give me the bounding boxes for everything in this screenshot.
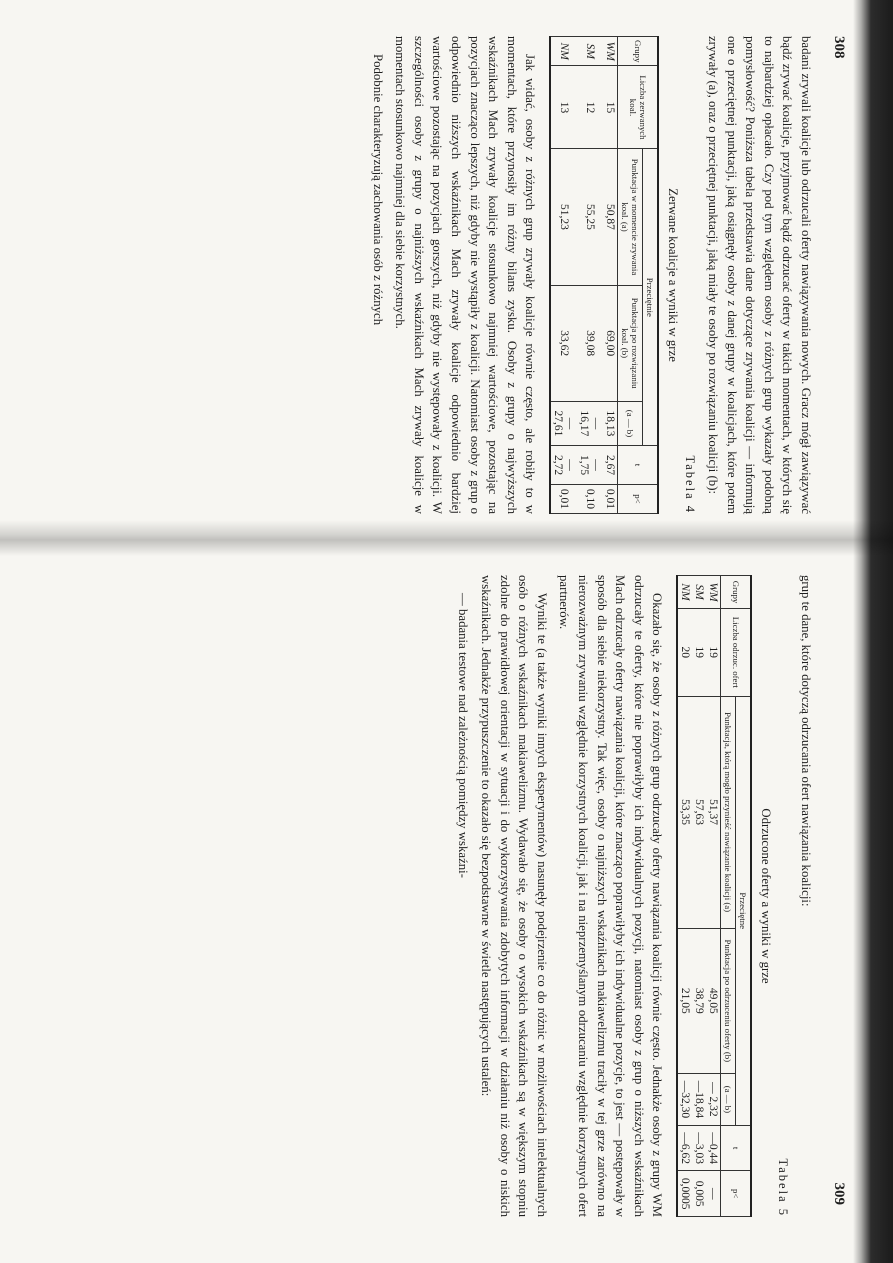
table-cell: 0,01: [603, 484, 618, 513]
table-cell: 0,01: [550, 484, 577, 513]
table-cell: —2,72: [550, 446, 577, 485]
column-header: t: [618, 446, 659, 485]
table-cell: SM: [577, 37, 603, 66]
column-group-header: Przeciętne: [736, 696, 752, 1125]
paragraph-intro: grup te dane, które dotyczą odrzucania ofert nawiązania koalicji:: [799, 575, 813, 907]
table-cell: —1,75: [577, 446, 603, 485]
table-cell: 53,35: [677, 696, 692, 928]
column-header: Liczba zerwanych koal.: [618, 66, 659, 149]
paragraph: Wyniki te (a także wyniki innych eksperymentów) nasunęły podejrzenie co do różnic w możliwościach intelektualnych osób o różnych wskaźnikach makiawelizmu. Wydawało się, że osoby o wysokich wskaźnikach są w większym stopniu zdolne do prawidłowej orientacji w sytuacji i do wykorzystywania zdobytych informacji w działaniu niż osoby o niskich wskaźnikach. Jednakże przypuszczenie to okazało się bezpodstawne w świetle następujących ustaleń:: [479, 575, 549, 1217]
paragraph: Jak widać, osoby z różnych grup zrywały koalicje równie często, ale robiły to w momentach, które przynosiły im różny bilans zysku. Osoby z grupy o najwyższych wskaźnikach Mach zrywały koalicje stosunkowo najmniej wartościowe, pozostając na pozycjach znacząco lepszych, niż gdyby nie wystąpiły z koalicji. Natomiast osoby z grup o odpowiednio niższych wskaźnikach Mach zrywały koalicje odpowiednio bardziej wartościowe pozostając na pozycjach gorszych, niż gdyby nie występowały z koalicji. W szczególności osoby z grupy o najniższych wskaźnikach Mach zrywały koalicje w momentach stosunkowo najmniej dla siebie korzystnych.: [393, 36, 538, 514]
table-cell: 21,05: [677, 928, 692, 1073]
table-label: Tabela 4: [683, 455, 698, 514]
table-cell: 20: [677, 609, 692, 697]
table-cell: 19: [692, 609, 706, 697]
table-cell: —27,61: [550, 401, 577, 445]
paragraph-continued: Podobnie charakteryzują zachowania osób z różnych: [370, 54, 385, 326]
page-body: [364, 36, 815, 514]
table-row: [603, 37, 618, 514]
page-309: [47, 575, 847, 1217]
paragraph: Okazało się, że osoby z różnych grup odrzucały oferty nawiązania koalicji równie często. Jednakże osoby z grupy WM odrzucały te oferty, które nie poprawiłyby ich indywidualnych pozycji, natomiast osoby z grup o niższych wskaźnikach Mach odrzucały oferty nawiązania koalicji, które znacząco poprawiłyby ich indywidualne pozycje, to jest — postępowały w sposób dla siebie niekorzystny. Tak więc, osoby o najniższych wskaźnikach makiawelizmu traciły w tej grze zarówno na nierozważnym zrywaniu względnie korzystnych koalicji, jak i na nieprzemyślanym odrzucaniu względnie korzystnych ofert partnerów.: [557, 575, 665, 1217]
table-cell: NM: [677, 576, 692, 609]
table-cell: —: [706, 1171, 721, 1217]
table-label: Tabela 5: [776, 1158, 791, 1217]
column-header: Liczba odrzuc. ofert: [721, 609, 752, 697]
table-cell: 15: [603, 66, 618, 149]
page-number: 308: [831, 36, 847, 59]
table-cell: 13: [550, 66, 577, 149]
table-cell: 49,05: [706, 928, 721, 1073]
table-cell: 38,79: [692, 928, 706, 1073]
paragraph-intro: badani zrywali koalicje lub odrzucali oferty nawiązywania nowych. Gracz mógł zawiązywać bądź zrywać koalicje, przyjmować bądź odrzucać oferty w takich momentach, w których się to najbardziej opłacało. Czy pod tym względem osoby z różnych grup wykazały podobną pomysłowość? Poniższa tabela przedstawia dane dotyczące zrywania koalicji — informują one o przeciętnej punktacji, jaką osiągnęły osoby z danej grupy w koalicjach, które potem zrywały (a), oraz o przeciętnej punktacji, jaką miały te osoby po rozwiązaniu koalicji (b):: [706, 36, 813, 514]
table-5: [676, 575, 752, 1217]
table-row: [692, 576, 706, 1217]
column-header: Punktacja, którą mogło przynieść nawiązanie koalicji (a): [721, 696, 736, 928]
column-header: p<: [721, 1171, 752, 1217]
table-cell: 0,0005: [677, 1171, 692, 1217]
table-cell: 12: [577, 66, 603, 149]
table-cell: 39,08: [577, 285, 603, 401]
column-header: Punktacja po odrzuceniu oferty (b): [721, 928, 736, 1073]
column-group-header: Przeciętnie: [643, 149, 659, 446]
table-cell: 2,67: [603, 446, 618, 485]
column-header: Grupy: [618, 37, 659, 66]
column-header: (a — b): [618, 401, 643, 445]
column-header: p<: [618, 484, 659, 513]
table-cell: —32,30: [677, 1073, 692, 1125]
paragraph-continued: — badania testowe nad zależnością pomiędzy wskaźni-: [456, 593, 471, 878]
page-number: 309: [831, 1182, 847, 1205]
page-308: [47, 36, 847, 514]
table-cell: —6,62: [677, 1125, 692, 1171]
table-row: [577, 37, 603, 514]
table-cell: 69,00: [603, 285, 618, 401]
column-header: (a — b): [721, 1073, 736, 1125]
table-row: [677, 576, 692, 1217]
column-header: Grupy: [721, 576, 752, 609]
page-gutter: [0, 520, 893, 556]
table-row: [706, 576, 721, 1217]
table-cell: NM: [550, 37, 577, 66]
column-header: t: [721, 1125, 752, 1171]
table-cell: 0,005: [692, 1171, 706, 1217]
table-title: Odrzucone oferty a wyniki w grze: [759, 808, 774, 984]
table-4: [549, 36, 659, 514]
table-cell: — 2,32: [706, 1073, 721, 1125]
table-cell: 19: [706, 609, 721, 697]
table-cell: 0,10: [577, 484, 603, 513]
table-cell: SM: [692, 576, 706, 609]
table-cell: WM: [603, 37, 618, 66]
table-cell: —0,44: [706, 1125, 721, 1171]
table-cell: —18,84: [692, 1073, 706, 1125]
table-cell: 33,62: [550, 285, 577, 401]
column-header: Punktacja w momencie zrywania koal. (a): [618, 149, 643, 285]
table-cell: 50,87: [603, 149, 618, 285]
table-cell: —16,17: [577, 401, 603, 445]
table-title: Zerwane koalicje a wyniki w grze: [666, 188, 681, 362]
table-cell: 51,23: [550, 149, 577, 285]
table-cell: 55,25: [577, 149, 603, 285]
table-cell: —3,03: [692, 1125, 706, 1171]
table-cell: 51,37: [706, 696, 721, 928]
table-cell: WM: [706, 576, 721, 609]
table-cell: 57,63: [692, 696, 706, 928]
column-header: Punktacja po rozwiązaniu koal. (b): [618, 285, 643, 401]
table-cell: 18,13: [603, 401, 618, 445]
page-body: [450, 575, 815, 1217]
binding-shadow: [853, 0, 893, 1263]
table-row: [550, 37, 577, 514]
